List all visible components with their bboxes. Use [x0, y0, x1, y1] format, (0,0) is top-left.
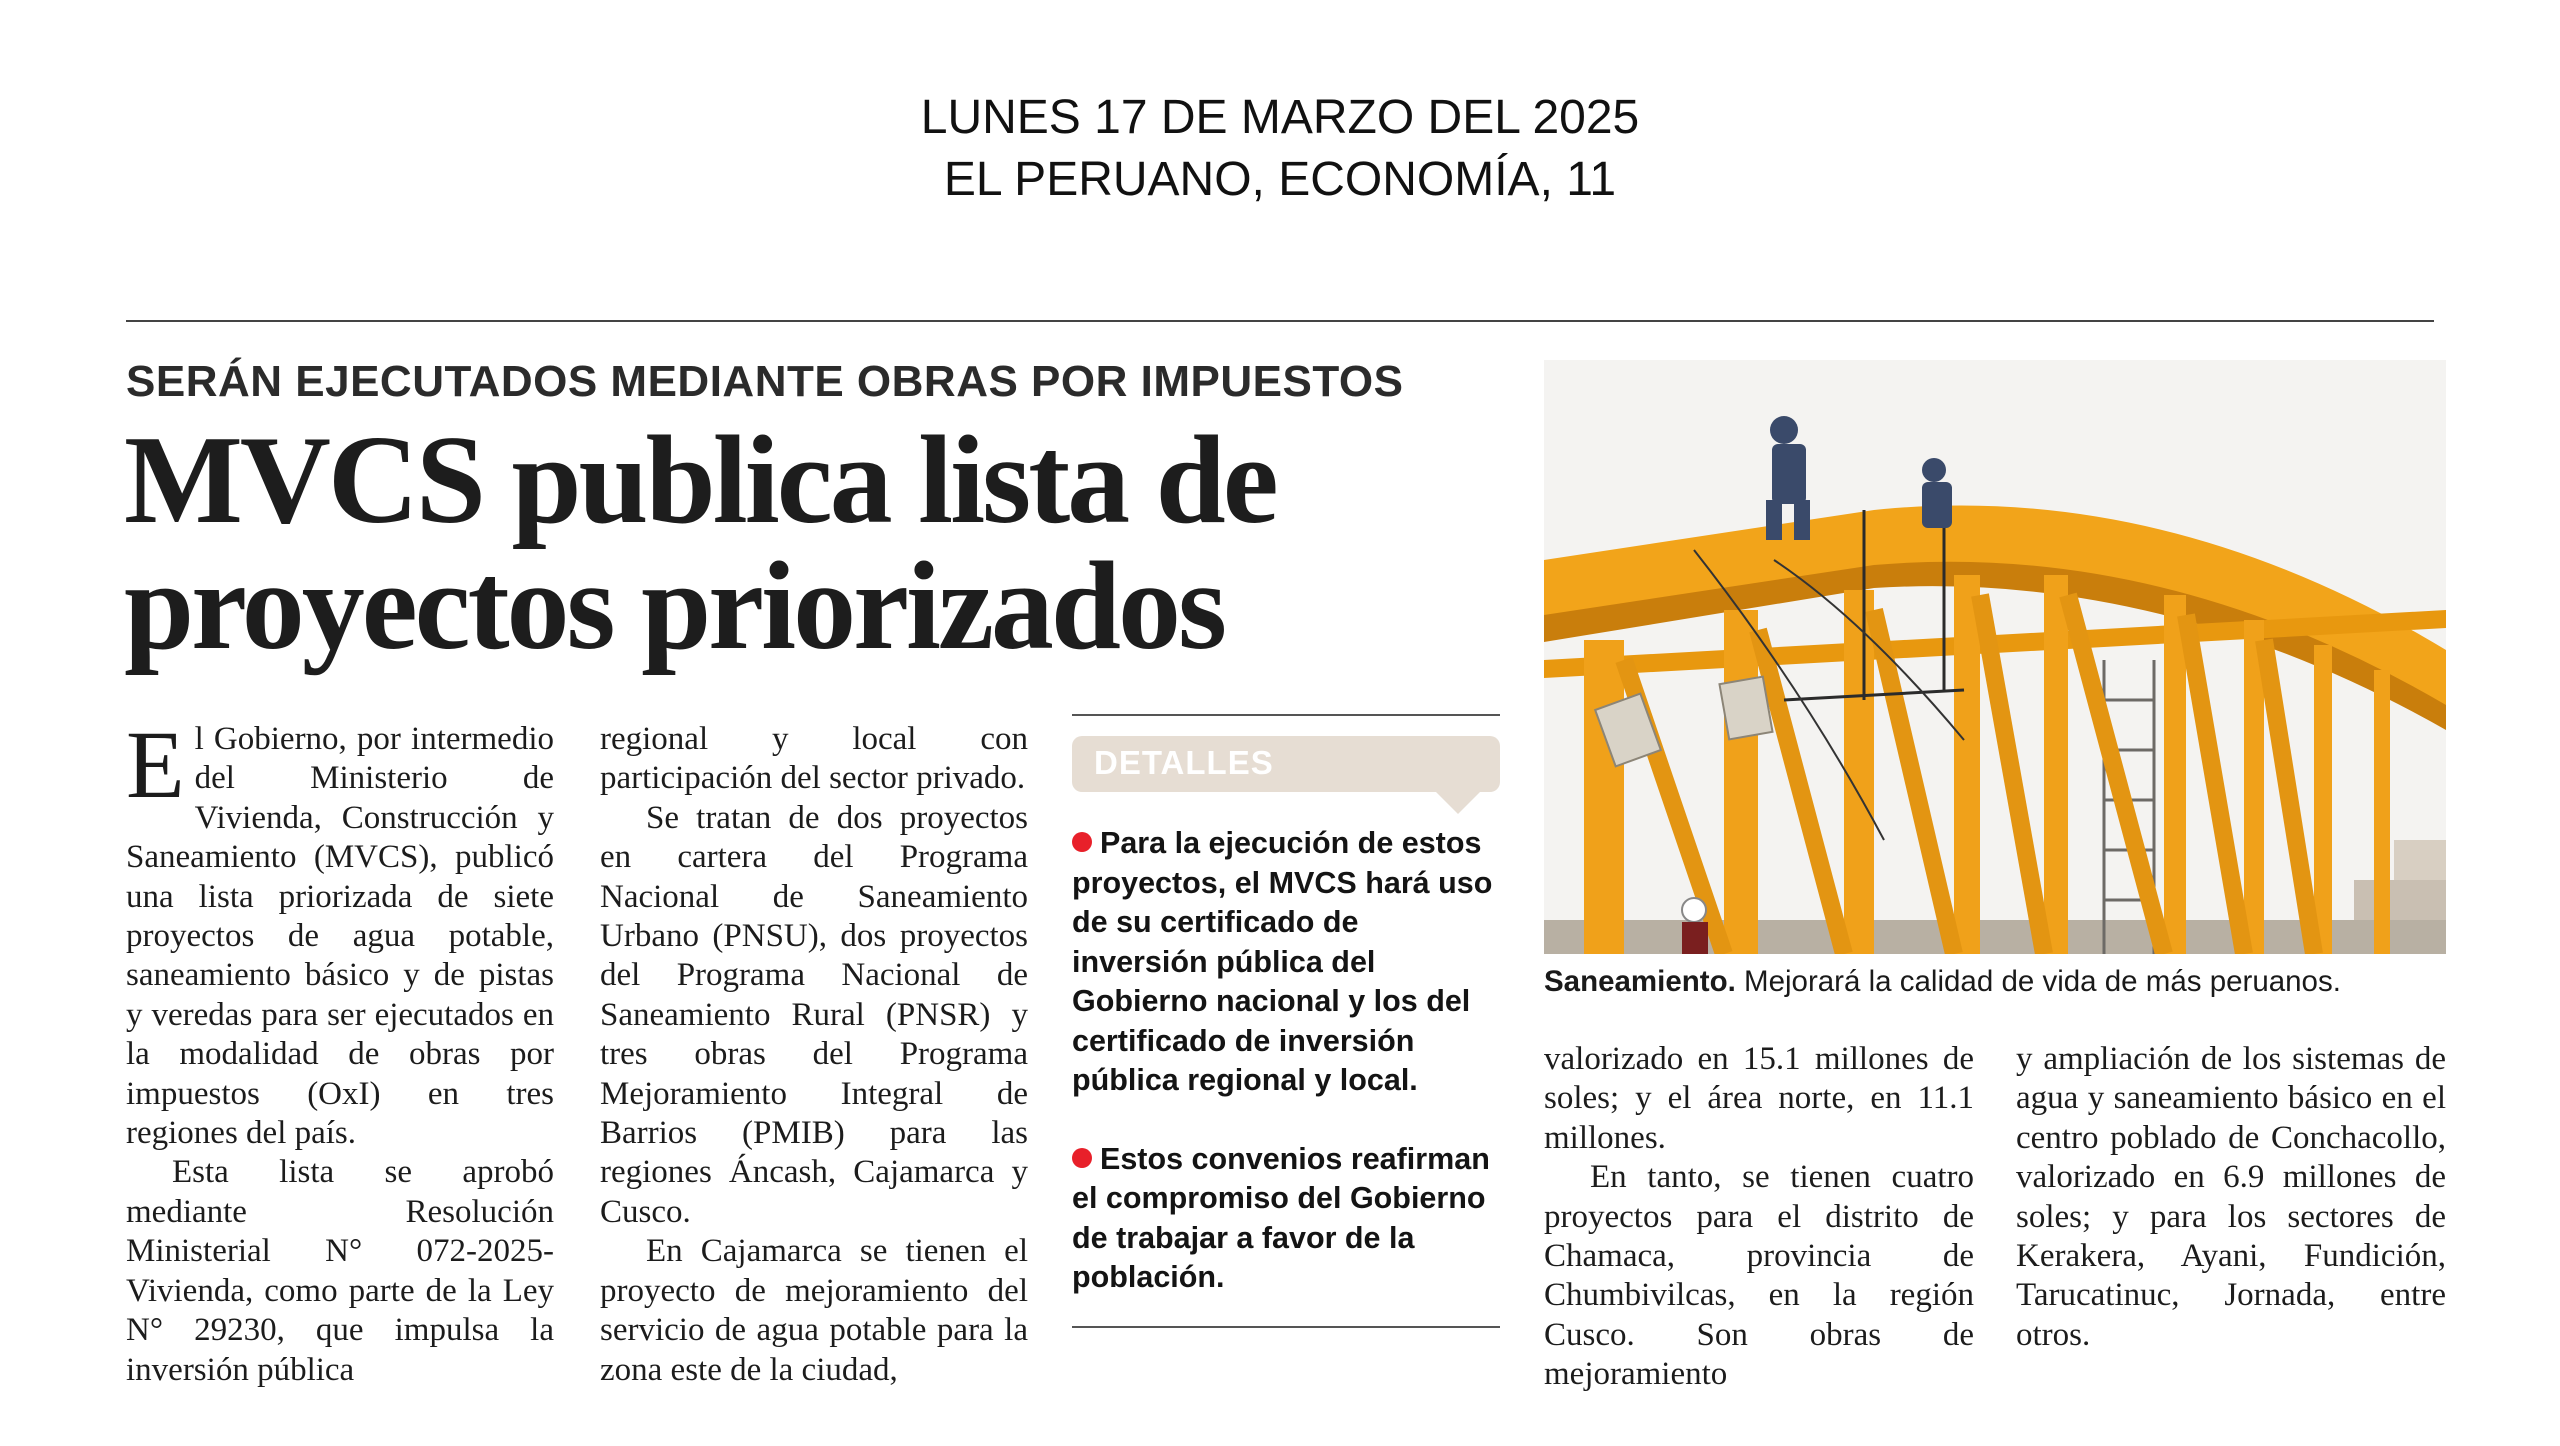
text-column-1 — [126, 711, 554, 1390]
sidebar-bullet — [1072, 824, 1500, 1101]
paragraph: y ampliación de los sistemas de agua y saneamiento básico en el centro poblado de Conchacollo, valorizado en 6.9 millones de soles; y para los sectores de Kerakera, Ayani, Fundición, Tarucatinuc, Jornada, entre otros. — [2016, 1041, 2446, 1353]
paragraph: Esta lista se aprobó mediante Resolución Ministerial N° 072-2025-Vivienda, como parte de la Ley N° 29230, que impulsa la inversión pública — [126, 1154, 554, 1388]
text-column-2 — [600, 720, 1028, 1390]
sidebar-bottom-rule — [1072, 1326, 1500, 1328]
drop-cap: E — [126, 711, 185, 818]
paragraph: En tanto, se tienen cuatro proyectos para el distrito de Chamaca, provincia de Chumbivilcas, en la región Cusco. Son obras de mejoramiento — [1544, 1159, 1974, 1393]
article-headline — [124, 411, 1524, 676]
paragraph — [126, 711, 554, 1153]
bridge-photo-illustration — [1544, 360, 2446, 954]
publication-line: EL PERUANO, ECONOMÍA, 11 — [943, 153, 1617, 206]
sidebar-bullet — [1072, 1140, 1500, 1298]
photo-caption — [1544, 962, 2446, 1002]
bullet-text: Estos convenios reafirman el compromiso del Gobierno de trabajar a favor de la población. — [1072, 1141, 1490, 1294]
red-dot-icon — [1072, 832, 1092, 852]
paragraph: Se tratan de dos proyectos en cartera del Programa Nacional de Saneamiento Urbano (PNSU), dos proyectos del Programa Nacional de Saneamiento Rural (PNSR) y tres obras del Programa Mejoramiento Integral de Barrios (PMIB) para las regiones Áncash, Cajamarca y Cusco. — [600, 799, 1028, 1230]
paragraph-text: l Gobierno, por intermedio del Ministerio de Vivienda, Construcción y Saneamiento (MVCS), publicó una lista priorizada de siete proyectos de agua potable, saneamiento básico y de pistas y veredas para ser ejecutados en la modalidad de obras por impuestos (OxI) en tres regiones del país. — [126, 721, 554, 1152]
bullet-text: Para la ejecución de estos proyectos, el MVCS hará uso de su certificado de inversión pública del Gobierno nacional y los del certificado de inversión pública regional y local. — [1072, 826, 1493, 1097]
text-column-4 — [1544, 1040, 1974, 1395]
bridge-construction-photo — [1544, 360, 2446, 954]
sidebar-top-rule — [1072, 714, 1500, 716]
caption-text: Mejorará la calidad de vida de más peruanos. — [1735, 965, 2341, 998]
top-divider — [126, 320, 2434, 322]
text-column-5 — [2016, 1040, 2446, 1355]
red-dot-icon — [1072, 1148, 1092, 1168]
sidebar-title: DETALLES — [1094, 744, 1274, 781]
sidebar-title-tab — [1072, 736, 1500, 792]
speech-notch-icon — [1436, 792, 1480, 814]
article-kicker: SERÁN EJECUTADOS MEDIANTE OBRAS POR IMPUESTOS — [126, 357, 1404, 406]
paragraph: En Cajamarca se tienen el proyecto de mejoramiento del servicio de agua potable para la zona este de la ciudad, — [600, 1233, 1028, 1388]
caption-label: Saneamiento. — [1544, 965, 1736, 998]
details-sidebar — [1072, 714, 1500, 1328]
headline-line-1: MVCS publica lista de — [124, 411, 1276, 550]
paragraph: regional y local con participación del sector privado. — [600, 721, 1028, 797]
paragraph: valorizado en 15.1 millones de soles; y el área norte, en 11.1 millones. — [1544, 1041, 1974, 1156]
headline-line-2: proyectos priorizados — [124, 537, 1225, 676]
date-line: LUNES 17 DE MARZO DEL 2025 — [920, 91, 1640, 144]
